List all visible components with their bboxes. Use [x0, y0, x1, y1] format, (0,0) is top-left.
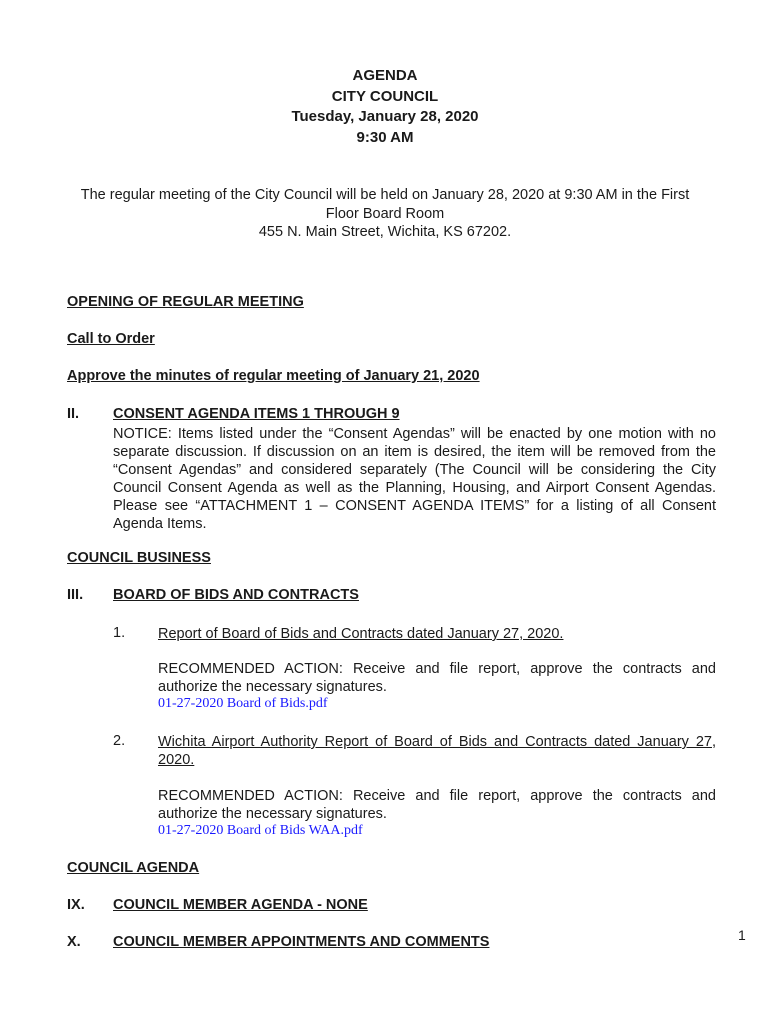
item-numeral: IX.	[67, 897, 85, 913]
item-title: BOARD OF BIDS AND CONTRACTS	[113, 587, 359, 603]
consent-agenda-notice: NOTICE: Items listed under the “Consent Agendas” will be enacted by one motion with no separate discussion. If discussion on an item is desired, the item will be removed from the “Consent Agendas” and considered separately (The Council will be considering the City Council Consent Agenda as well as the Planning, Housing, and Airport Consent Agendas. Please see “ATTACHMENT 1 – CONSENT AGENDA ITEMS” for a listing of all Consent Agenda Items.	[113, 426, 716, 532]
item-numeral: II.	[67, 406, 80, 422]
page-number: 1	[738, 927, 746, 943]
recommended-action: RECOMMENDED ACTION: Receive and file report, approve the contracts and authorize the necessary signatures.	[158, 788, 716, 822]
intro-line-1: The regular meeting of the City Council will be held on January 28, 2020 at 9:30 AM in the First	[80, 187, 690, 203]
header-agenda-title: AGENDA	[352, 67, 418, 84]
header-meeting-date: Tuesday, January 28, 2020	[291, 108, 479, 125]
section-council-agenda: COUNCIL AGENDA	[67, 860, 200, 876]
header-city-council: CITY COUNCIL	[331, 87, 439, 105]
header-meeting-time: 9:30 AM	[356, 128, 414, 146]
agenda-header	[0, 66, 770, 148]
section-call-to-order: Call to Order	[67, 331, 155, 347]
subitem-title: Report of Board of Bids and Contracts dated January 27, 2020.	[158, 626, 564, 642]
recommended-action: RECOMMENDED ACTION: Receive and file report, approve the contracts and authorize the necessary signatures.	[158, 661, 716, 695]
item-title: CONSENT AGENDA ITEMS 1 THROUGH 9	[113, 406, 400, 422]
item-numeral: X.	[67, 934, 81, 950]
item-title: COUNCIL MEMBER AGENDA - NONE	[113, 897, 368, 913]
subitem-title: Wichita Airport Authority Report of Board of Bids and Contracts dated January 27, 2020.	[158, 734, 716, 768]
item-numeral: III.	[67, 587, 84, 603]
section-council-business: COUNCIL BUSINESS	[67, 550, 211, 566]
subitem-number: 2.	[113, 733, 126, 749]
intro-address: 455 N. Main Street, Wichita, KS 67202.	[258, 224, 512, 240]
section-approve-minutes: Approve the minutes of regular meeting of January 21, 2020	[67, 368, 480, 384]
attachment-link[interactable]: 01-27-2020 Board of Bids.pdf	[158, 696, 328, 711]
attachment-link[interactable]: 01-27-2020 Board of Bids WAA.pdf	[158, 823, 363, 838]
item-title: COUNCIL MEMBER APPOINTMENTS AND COMMENTS	[113, 934, 490, 950]
intro-line-2: Floor Board Room	[325, 205, 445, 222]
section-opening: OPENING OF REGULAR MEETING	[67, 294, 304, 310]
subitem-number: 1.	[113, 625, 126, 641]
meeting-intro	[70, 186, 700, 242]
